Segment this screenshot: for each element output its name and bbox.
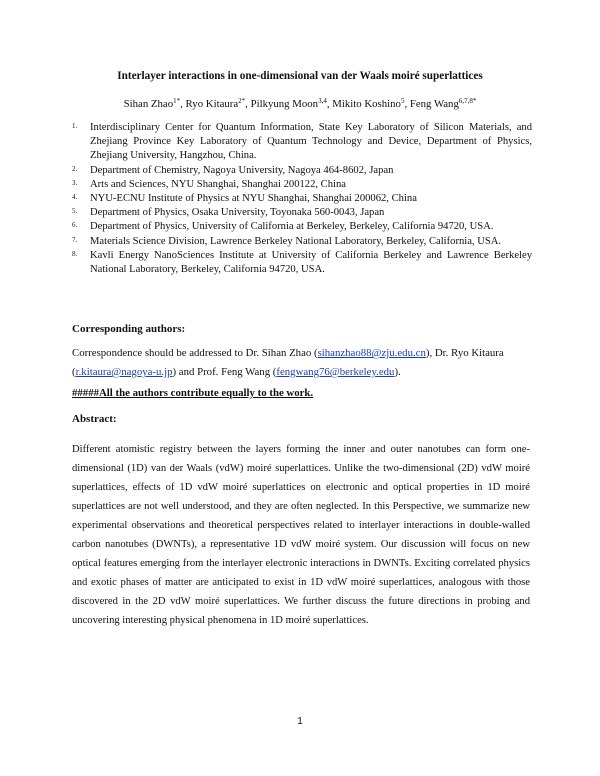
affiliation-item: 5. Department of Physics, Osaka University, Toyonaka 560-0043, Japan (72, 207, 385, 219)
affiliation-item: 1. Interdisciplinary Center for Quantum Information, State Key Laboratory of Silicon Materials, and Zhejiang Province Key Laboratory of Quantum Technology and Device, Department of Physics, Zhejiang University, Hangzhou, China. (72, 122, 532, 162)
email-link-zhao[interactable]: sihanzhao88@zju.edu.cn (317, 347, 426, 359)
abstract-body: Different atomistic registry between the layers forming the inner and outer nanotubes can form one-dimensional (1D) van der Waals (vdW) moiré superlattices. Unlike the two-dimensional (2D) vdW moiré superlattices, effects of 1D vdW moiré superlattices on electronic and optical properties in 1D moiré superlattices are not well understood, and they are often neglected. In this Perspective, we summarize new experimental observations and theoretical perspectives related to interlayer interactions in double-walled carbon nanotubes (DWNTs), a representative 1D vdW moiré system. Our discussion will focus on new optical features emerging from the interlayer electronic interactions in DWNTs. Exciting correlated physics and exotic phases of matter are anticipated to exist in 1D vdW moiré superlattices, analogous with those discovered in the 2D vdW moiré superlattices. We further discuss the future directions in probing and uncovering interesting physical phenomena in 1D moiré superlattices. (72, 444, 530, 626)
author: Feng Wang$^{6,7,8*}$ (409, 97, 477, 110)
abstract-heading: Abstract: (72, 413, 117, 425)
affiliation-item: 2. Department of Chemistry, Nagoya University, Nagoya 464-8602, Japan (72, 164, 394, 176)
affiliation-item: 6. Department of Physics, University of California at Berkeley, Berkeley, California 94720, USA. (72, 221, 494, 233)
author-list (0, 98, 600, 110)
affiliation-item: 4. NYU-ECNU Institute of Physics at NYU Shanghai, Shanghai 200062, China (72, 193, 417, 205)
page-number: 1 (297, 716, 303, 727)
author: Ryo Kitaura$^{2*}$, (185, 97, 251, 110)
affiliation-item: 7. Materials Science Division, Lawrence Berkeley National Laboratory, Berkeley, California, USA. (72, 235, 502, 247)
paper-title: Interlayer interactions in one-dimensional van der Waals moiré superlattices (117, 70, 483, 82)
correspondence-paragraph: Correspondence should be addressed to Dr. Sihan Zhao (sihanzhao88@zju.edu.cn), Dr. Ryo Kitaura (r.kitaura@nagoya-u.jp) and Prof. Feng Wang (fengwang76@berkeley.edu). (72, 347, 504, 378)
affiliation-list (72, 121, 532, 277)
author: Sihan Zhao$^{1*}$, (123, 97, 186, 110)
email-link-wang[interactable]: fengwang76@berkeley.edu (276, 366, 395, 378)
corresponding-heading: Corresponding authors: (72, 323, 186, 335)
affiliation-item: 8. Kavli Energy NanoSciences Institute at University of California Berkeley and Lawrence Berkeley National Laboratory, Berkeley, California 94720, USA. (72, 249, 532, 276)
email-link-kitaura[interactable]: r.kitaura@nagoya-u.jp (75, 366, 173, 378)
author: Pilkyung Moon$^{3,4}$, (250, 97, 333, 110)
author: Mikito Koshino$^5$, (332, 97, 410, 110)
affiliation-item: 3. Arts and Sciences, NYU Shanghai, Shanghai 200122, China (72, 178, 346, 190)
equal-contribution-note: #####All the authors contribute equally to the work. (72, 387, 314, 399)
